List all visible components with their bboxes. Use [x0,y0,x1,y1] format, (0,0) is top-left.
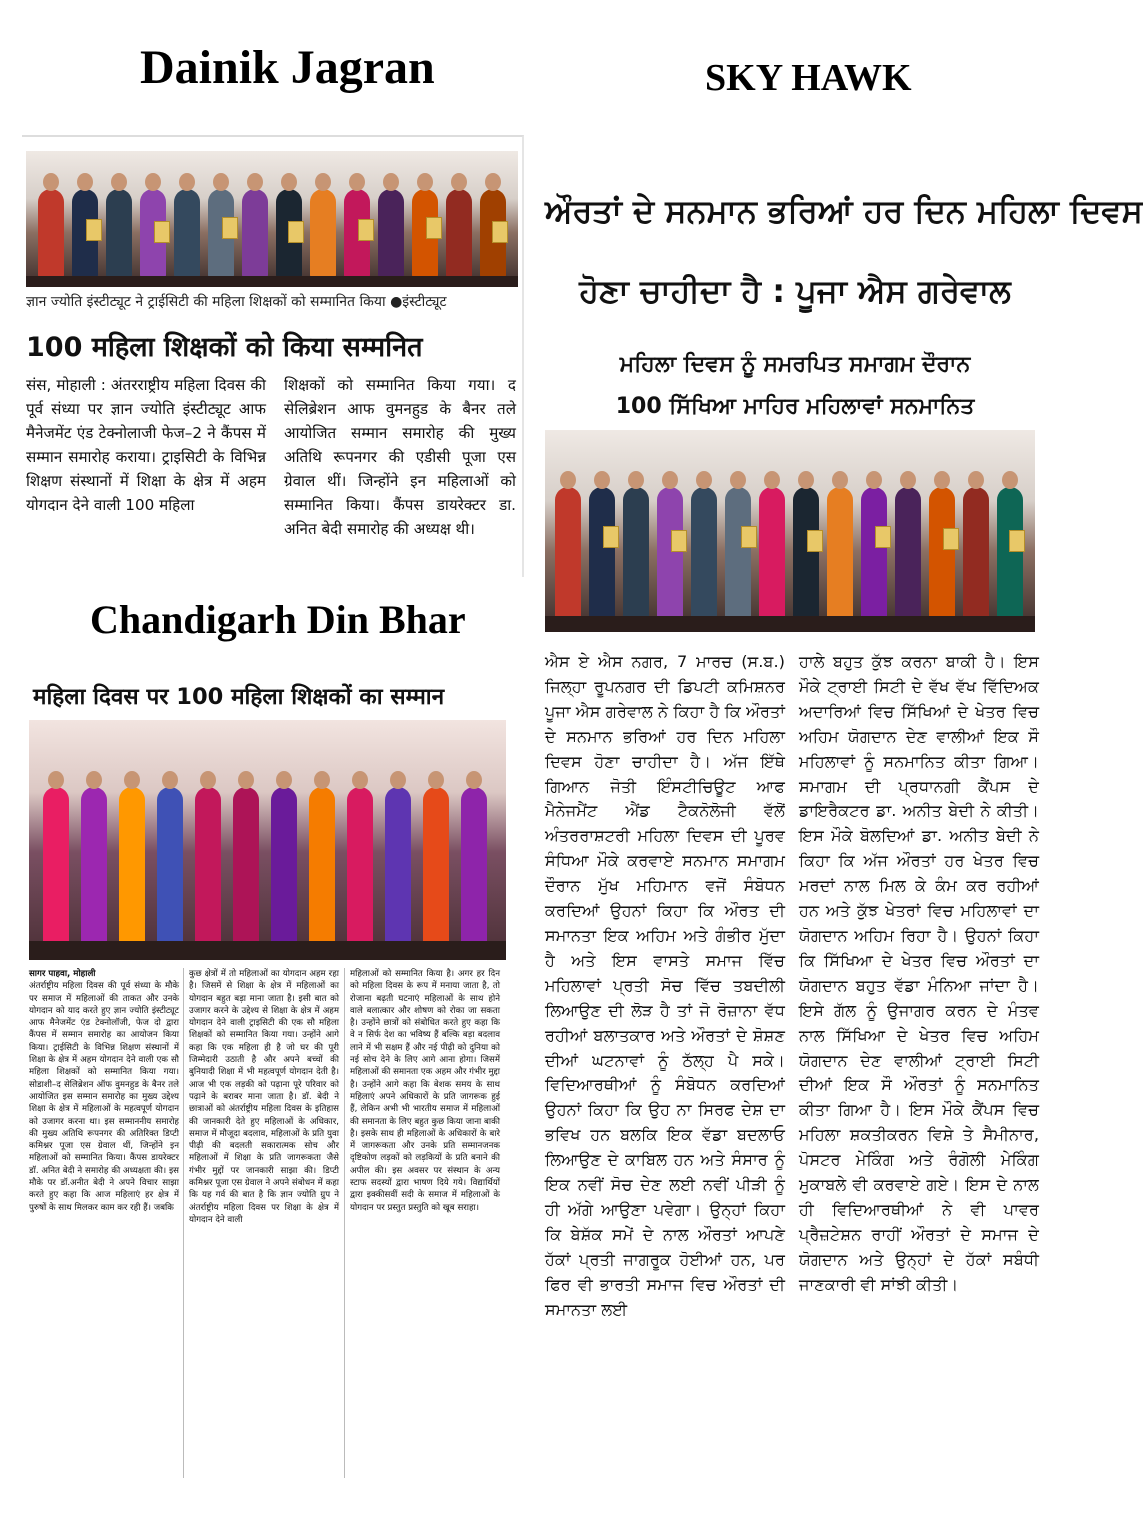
sky-hawk-group-photo [545,430,1035,632]
dainik-jagran-clipping [22,135,524,577]
chandigarh-din-bhar-body-col-2: कुछ क्षेत्रों में तो महिलाओं का योगदान अहम रहा है। जिसमें से शिक्षा के क्षेत्र में महिलाओं का योगदान बहुत बड़ा माना जाता है। इसी बात को उजागर करने के उद्देश्य से शिक्षा के क्षेत्र में अहम योगदान देने वाली ट्राइसिटी की एक सौ महिला शिक्षकों को सम्मानित किया गया। उन्होंने आगे कहा कि एक महिला ही है जो घर की पूरी जिम्मेदारी उठाती है और अपने बच्चों की बुनियादी शिक्षा में भी महत्वपूर्ण योगदान देती है। आज भी एक लड़की को पढ़ाना पूरे परिवार को पढ़ाने के बराबर माना जाता है। डॉ. बेदी ने छात्राओं को अंतर्राष्ट्रीय महिला दिवस के इतिहास की जानकारी देते हुए महिलाओं के अधिकार, समाज में मौजूदा बदलाव, महिलाओं के प्रति युवा पीढ़ी की बदलती सकारात्मक सोच और महिलाओं में शिक्षा के प्रति जागरूकता जैसे गंभीर मुद्दों पर जानकारी साझा की। डिप्टी कमिश्नर पूजा एस ग्रेवाल ने अपने संबोधन में कहा कि यह गर्व की बात है कि ज्ञान ज्योति ग्रुप ने अंतर्राष्ट्रीय महिला दिवस पर शिक्षा के क्षेत्र में योगदान देने वाली [189,969,339,1225]
sky-hawk-headline-line-1: ਔਰਤਾਂ ਦੇ ਸਨਮਾਨ ਭਰਿਆਂ ਹਰ ਦਿਨ ਮਹਿਲਾ ਦਿਵਸ [545,192,1143,230]
dainik-jagran-group-photo [26,151,518,287]
sky-hawk-body-col-1: ਐਸ ਏ ਐਸ ਨਗਰ, 7 ਮਾਰਚ (ਸ.ਬ.) ਜਿਲ੍ਹਾ ਰੂਪਨਗਰ ਦੀ ਡਿਪਟੀ ਕਮਿਸ਼ਨਰ ਪੂਜਾ ਐਸ ਗਰੇਵਾਲ ਨੇ ਕਿਹਾ ਹੈ ਕਿ ਔਰਤਾਂ ਦੇ ਸਨਮਾਨ ਭਰਿਆਂ ਹਰ ਦਿਨ ਮਹਿਲਾ ਦਿਵਸ ਹੋਣਾ ਚਾਹੀਦਾ ਹੈ। ਅੱਜ ਇੱਥੇ ਗਿਆਨ ਜੋਤੀ ਇੰਸਟੀਚਿਊਟ ਆਫ ਮੈਨੇਜਮੈਂਟ ਐਂਡ ਟੈਕਨੋਲੋਜੀ ਵੱਲੋਂ ਅੰਤਰਰਾਸ਼ਟਰੀ ਮਹਿਲਾ ਦਿਵਸ ਦੀ ਪੂਰਵ ਸੰਧਿਆ ਮੌਕੇ ਕਰਵਾਏ ਸਨਮਾਨ ਸਮਾਗਮ ਦੌਰਾਨ ਮੁੱਖ ਮਹਿਮਾਨ ਵਜੋਂ ਸੰਬੋਧਨ ਕਰਦਿਆਂ ਉਹਨਾਂ ਕਿਹਾ ਕਿ ਔਰਤ ਦੀ ਸਮਾਨਤਾ ਇਕ ਅਹਿਮ ਅਤੇ ਗੰਭੀਰ ਮੁੱਦਾ ਹੈ ਅਤੇ ਇਸ ਵਾਸਤੇ ਸਮਾਜ ਵਿੱਚ ਮਹਿਲਾਵਾਂ ਪ੍ਰਤੀ ਸੋਚ ਵਿੱਚ ਤਬਦੀਲੀ ਲਿਆਉਣ ਦੀ ਲੋੜ ਹੈ ਤਾਂ ਜੋ ਰੋਜ਼ਾਨਾ ਵੱਧ ਰਹੀਆਂ ਬਲਾਤਕਾਰ ਅਤੇ ਔਰਤਾਂ ਦੇ ਸ਼ੋਸ਼ਣ ਦੀਆਂ ਘਟਨਾਵਾਂ ਨੂੰ ਠੱਲ੍ਹ ਪੈ ਸਕੇ। ਵਿਦਿਆਰਥੀਆਂ ਨੂੰ ਸੰਬੋਧਨ ਕਰਦਿਆਂ ਉਹਨਾਂ ਕਿਹਾ ਕਿ ਉਹ ਨਾ ਸਿਰਫ ਦੇਸ਼ ਦਾ ਭਵਿਖ ਹਨ ਬਲਕਿ ਇਕ ਵੱਡਾ ਬਦਲਾਓ ਲਿਆਉਣ ਦੇ ਕਾਬਿਲ ਹਨ ਅਤੇ ਸੰਸਾਰ ਨੂੰ ਇਕ ਨਵੀਂ ਸੋਚ ਦੇਣ ਲਈ ਨਵੀਂ ਪੀੜੀ ਨੂੰ ਹੀ ਅੱਗੇ ਆਉਣਾ ਪਵੇਗਾ। ਉਨ੍ਹਾਂ ਕਿਹਾ ਕਿ ਬੇਸ਼ੱਕ ਸਮੇਂ ਦੇ ਨਾਲ ਔਰਤਾਂ ਆਪਣੇ ਹੱਕਾਂ ਪ੍ਰਤੀ ਜਾਗਰੂਕ ਹੋਈਆਂ ਹਨ, ਪਰ ਫਿਰ ਵੀ ਭਾਰਤੀ ਸਮਾਜ ਵਿਚ ਔਰਤਾਂ ਦੀ ਸਮਾਨਤਾ ਲਈ [545,652,785,1319]
sky-hawk-headline-line-2: ਹੋਣਾ ਚਾਹੀਦਾ ਹੈ : ਪੂਜਾ ਐਸ ਗਰੇਵਾਲ [579,272,1011,310]
dainik-jagran-photo-caption: ज्ञान ज्योति इंस्टीट्यूट ने ट्राईसिटी की महिला शिक्षकों को सम्मानित किया ●इंस्टीट्यूट [26,294,447,310]
chandigarh-din-bhar-body-col-1-text: अंतर्राष्ट्रीय महिला दिवस की पूर्व संध्या के मौके पर समाज में महिलाओं की ताकत और उनके योगदान को याद करते हुए ज्ञान ज्योति इंस्टीट्यूट आफ मैनेजमेंट एंड टेक्नोलॉजी, फेज दो द्वारा कैंपस में सम्मान समारोह का आयोजन किया किया। ट्राईसिटी के विभिन्न शिक्षण संस्थानों में शिक्षा के क्षेत्र में अहम योगदान देने वाली एक सौ महिला शिक्षकों को सम्मानित किया गया। सोडाशी–द सेलिब्रेशन ऑफ वुमनहुड के बैनर तले आयोजित इस सम्मान समारोह का मुख्य उद्देश्य शिक्षा के क्षेत्र में महिलाओं के महत्वपूर्ण योगदान को उजागर करना था। इस सम्माननीय समारोह की मुख्य अतिथि रूपनगर की अतिरिक्त डिप्टी कमिश्नर पूजा एस ग्रेवाल थीं, जिन्होंने इन महिलाओं को सम्मानित किया। कैंपस डायरेक्टर डॉ. अनित बेदी ने समारोह की अध्यक्षता की। इस मौके पर डॉ.अनीत बेदी ने अपने विचार साझा करते हुए कहा कि आज महिलाएं हर क्षेत्र में पुरुषों के साथ मिलकर काम कर रही हैं। जबकि [29,981,179,1213]
sky-hawk-subhead-line-2: 100 ਸਿੱਖਿਆ ਮਾਹਿਰ ਮਹਿਲਾਵਾਂ ਸਨਮਾਨਿਤ [615,394,975,419]
dainik-jagran-body-col-2: शिक्षकों को सम्मानित किया गया। द सेलिब्रेशन आफ वुमनहुड के बैनर तले आयोजित सम्मान समारोह की मुख्य अतिथि रूपनगर की एडीसी पूजा एस ग्रेवाल थीं। जिन्होंने इन महिलाओं को सम्मानित किया। कैंपस डायरेक्टर डा. अनित बेदी समारोह की अध्यक्ष थी। [284,376,516,538]
chandigarh-din-bhar-clipping [25,672,510,1484]
masthead-sky-hawk: SKY HAWK [705,57,912,99]
masthead-chandigarh-din-bhar: Chandigarh Din Bhar [90,597,466,642]
chandigarh-din-bhar-group-photo [29,720,506,960]
chandigarh-din-bhar-headline: महिला दिवस पर 100 महिला शिक्षकों का सम्मान [33,684,445,710]
sky-hawk-clipping [545,180,1143,1440]
sky-hawk-body-col-2: ਹਾਲੇ ਬਹੁਤ ਕੁੱਝ ਕਰਨਾ ਬਾਕੀ ਹੈ। ਇਸ ਮੌਕੇ ਟ੍ਰਾਈ ਸਿਟੀ ਦੇ ਵੱਖ ਵੱਖ ਵਿੱਦਿਅਕ ਅਦਾਰਿਆਂ ਵਿਚ ਸਿੱਖਿਆਂ ਦੇ ਖੇਤਰ ਵਿਚ ਅਹਿਮ ਯੋਗਦਾਨ ਦੇਣ ਵਾਲੀਆਂ ਇਕ ਸੌ ਮਹਿਲਾਵਾਂ ਨੂੰ ਸਨਮਾਨਿਤ ਕੀਤਾ ਗਿਆ। ਸਮਾਗਮ ਦੀ ਪ੍ਰਧਾਨਗੀ ਕੈਂਪਸ ਦੇ ਡਾਇਰੈਕਟਰ ਡਾ. ਅਨੀਤ ਬੇਦੀ ਨੇ ਕੀਤੀ। ਇਸ ਮੌਕੇ ਬੋਲਦਿਆਂ ਡਾ. ਅਨੀਤ ਬੇਦੀ ਨੇ ਕਿਹਾ ਕਿ ਅੱਜ ਔਰਤਾਂ ਹਰ ਖੇਤਰ ਵਿਚ ਮਰਦਾਂ ਨਾਲ ਮਿਲ ਕੇ ਕੰਮ ਕਰ ਰਹੀਆਂ ਹਨ ਅਤੇ ਕੁੱਝ ਖੇਤਰਾਂ ਵਿਚ ਮਹਿਲਾਵਾਂ ਦਾ ਯੋਗਦਾਨ ਅਹਿਮ ਰਿਹਾ ਹੈ। ਉਹਨਾਂ ਕਿਹਾ ਕਿ ਸਿੱਖਿਆ ਦੇ ਖੇਤਰ ਵਿਚ ਔਰਤਾਂ ਦਾ ਯੋਗਦਾਨ ਬਹੁਤ ਵੱਡਾ ਮੰਨਿਆ ਜਾਂਦਾ ਹੈ। ਇਸੇ ਗੱਲ ਨੂੰ ਉਜਾਗਰ ਕਰਨ ਦੇ ਮੰਤਵ ਨਾਲ ਸਿੱਖਿਆ ਦੇ ਖੇਤਰ ਵਿਚ ਅਹਿਮ ਯੋਗਦਾਨ ਦੇਣ ਵਾਲੀਆਂ ਟ੍ਰਾਈ ਸਿਟੀ ਦੀਆਂ ਇਕ ਸੌ ਔਰਤਾਂ ਨੂੰ ਸਨਮਾਨਿਤ ਕੀਤਾ ਗਿਆ ਹੈ। ਇਸ ਮੌਕੇ ਕੈਂਪਸ ਵਿਚ ਮਹਿਲਾ ਸ਼ਕਤੀਕਰਨ ਵਿਸ਼ੇ ਤੇ ਸੈਮੀਨਾਰ, ਪੋਸਟਰ ਮੇਕਿੰਗ ਅਤੇ ਰੰਗੋਲੀ ਮੇਕਿੰਗ ਮੁਕਾਬਲੇ ਵੀ ਕਰਵਾਏ ਗਏ। ਇਸ ਦੇ ਨਾਲ ਹੀ ਵਿਦਿਆਰਥੀਆਂ ਨੇ ਵੀ ਪਾਵਰ ਪ੍ਰੈਜ਼ਟੇਸ਼ਨ ਰਾਹੀਂ ਔਰਤਾਂ ਦੇ ਸਮਾਜ ਦੇ ਯੋਗਦਾਨ ਅਤੇ ਉਨ੍ਹਾਂ ਦੇ ਹੱਕਾਂ ਸਬੰਧੀ ਜਾਣਕਾਰੀ ਵੀ ਸਾਂਝੀ ਕੀਤੀ। [799,652,1039,1294]
dainik-jagran-body-col-1: संस, मोहाली : अंतरराष्ट्रीय महिला दिवस की पूर्व संध्या पर ज्ञान ज्योति इंस्टीट्यूट आफ मैनेजमेंट एंड टेक्नोलाजी फेज–2 ने कैंपस में सम्मान समारोह कराया। ट्राइसिटी के विभिन्न शिक्षण संस्थानों में शिक्षा के क्षेत्र में अहम योगदान देने वाली 100 महिला [26,376,266,514]
masthead-dainik-jagran: Dainik Jagran [140,41,435,94]
chandigarh-din-bhar-body-col-3: महिलाओं को सम्मानित किया है। अगर हर दिन को महिला दिवस के रूप में मनाया जाता है, तो रोजाना बढ़ती घटनाएं महिलाओं के साथ होने वाले बलात्कार और शोषण को रोका जा सकता है। उन्होंने छात्रों को संबोधित करते हुए कहा कि वे न सिर्फ देश का भविष्य हैं बल्कि बड़ा बदलाव लाने में भी सक्षम हैं और नई पीढ़ी को दुनिया को नई सोच देने के लिए आगे आना होगा। जिसमें महिलाओं की समानता एक अहम और गंभीर मुद्दा है। उन्होंने आगे कहा कि बेशक समय के साथ महिलाएं अपने अधिकारों के प्रति जागरूक हुई हैं, लेकिन अभी भी भारतीय समाज में महिलाओं की समानता के लिए बहुत कुछ किया जाना बाकी है। इसके साथ ही महिलाओं के अधिकारों के बारे में जागरूकता और उनके प्रति सम्मानजनक दृष्टिकोण लड़कों को लड़कियों के प्रति बनाने की अपील की। इस अवसर पर संस्थान के अन्य स्टाफ सदस्यों द्वारा भाषण दिये गये। विद्यार्थियों द्वारा इक्कीसवीं सदी के समाज में महिलाओं के योगदान पर प्रस्तुत प्रस्तुति को खूब सराहा। [350,969,500,1213]
chandigarh-din-bhar-byline: सागर पाहवा, मोहाली [29,969,96,979]
sky-hawk-subhead-line-1: ਮਹਿਲਾ ਦਿਵਸ ਨੂੰ ਸਮਰਪਿਤ ਸਮਾਗਮ ਦੌਰਾਨ [619,352,971,377]
chandigarh-din-bhar-body-col-1 [29,968,179,1214]
dainik-jagran-headline: 100 महिला शिक्षकों को किया सम्मनित [26,332,423,363]
